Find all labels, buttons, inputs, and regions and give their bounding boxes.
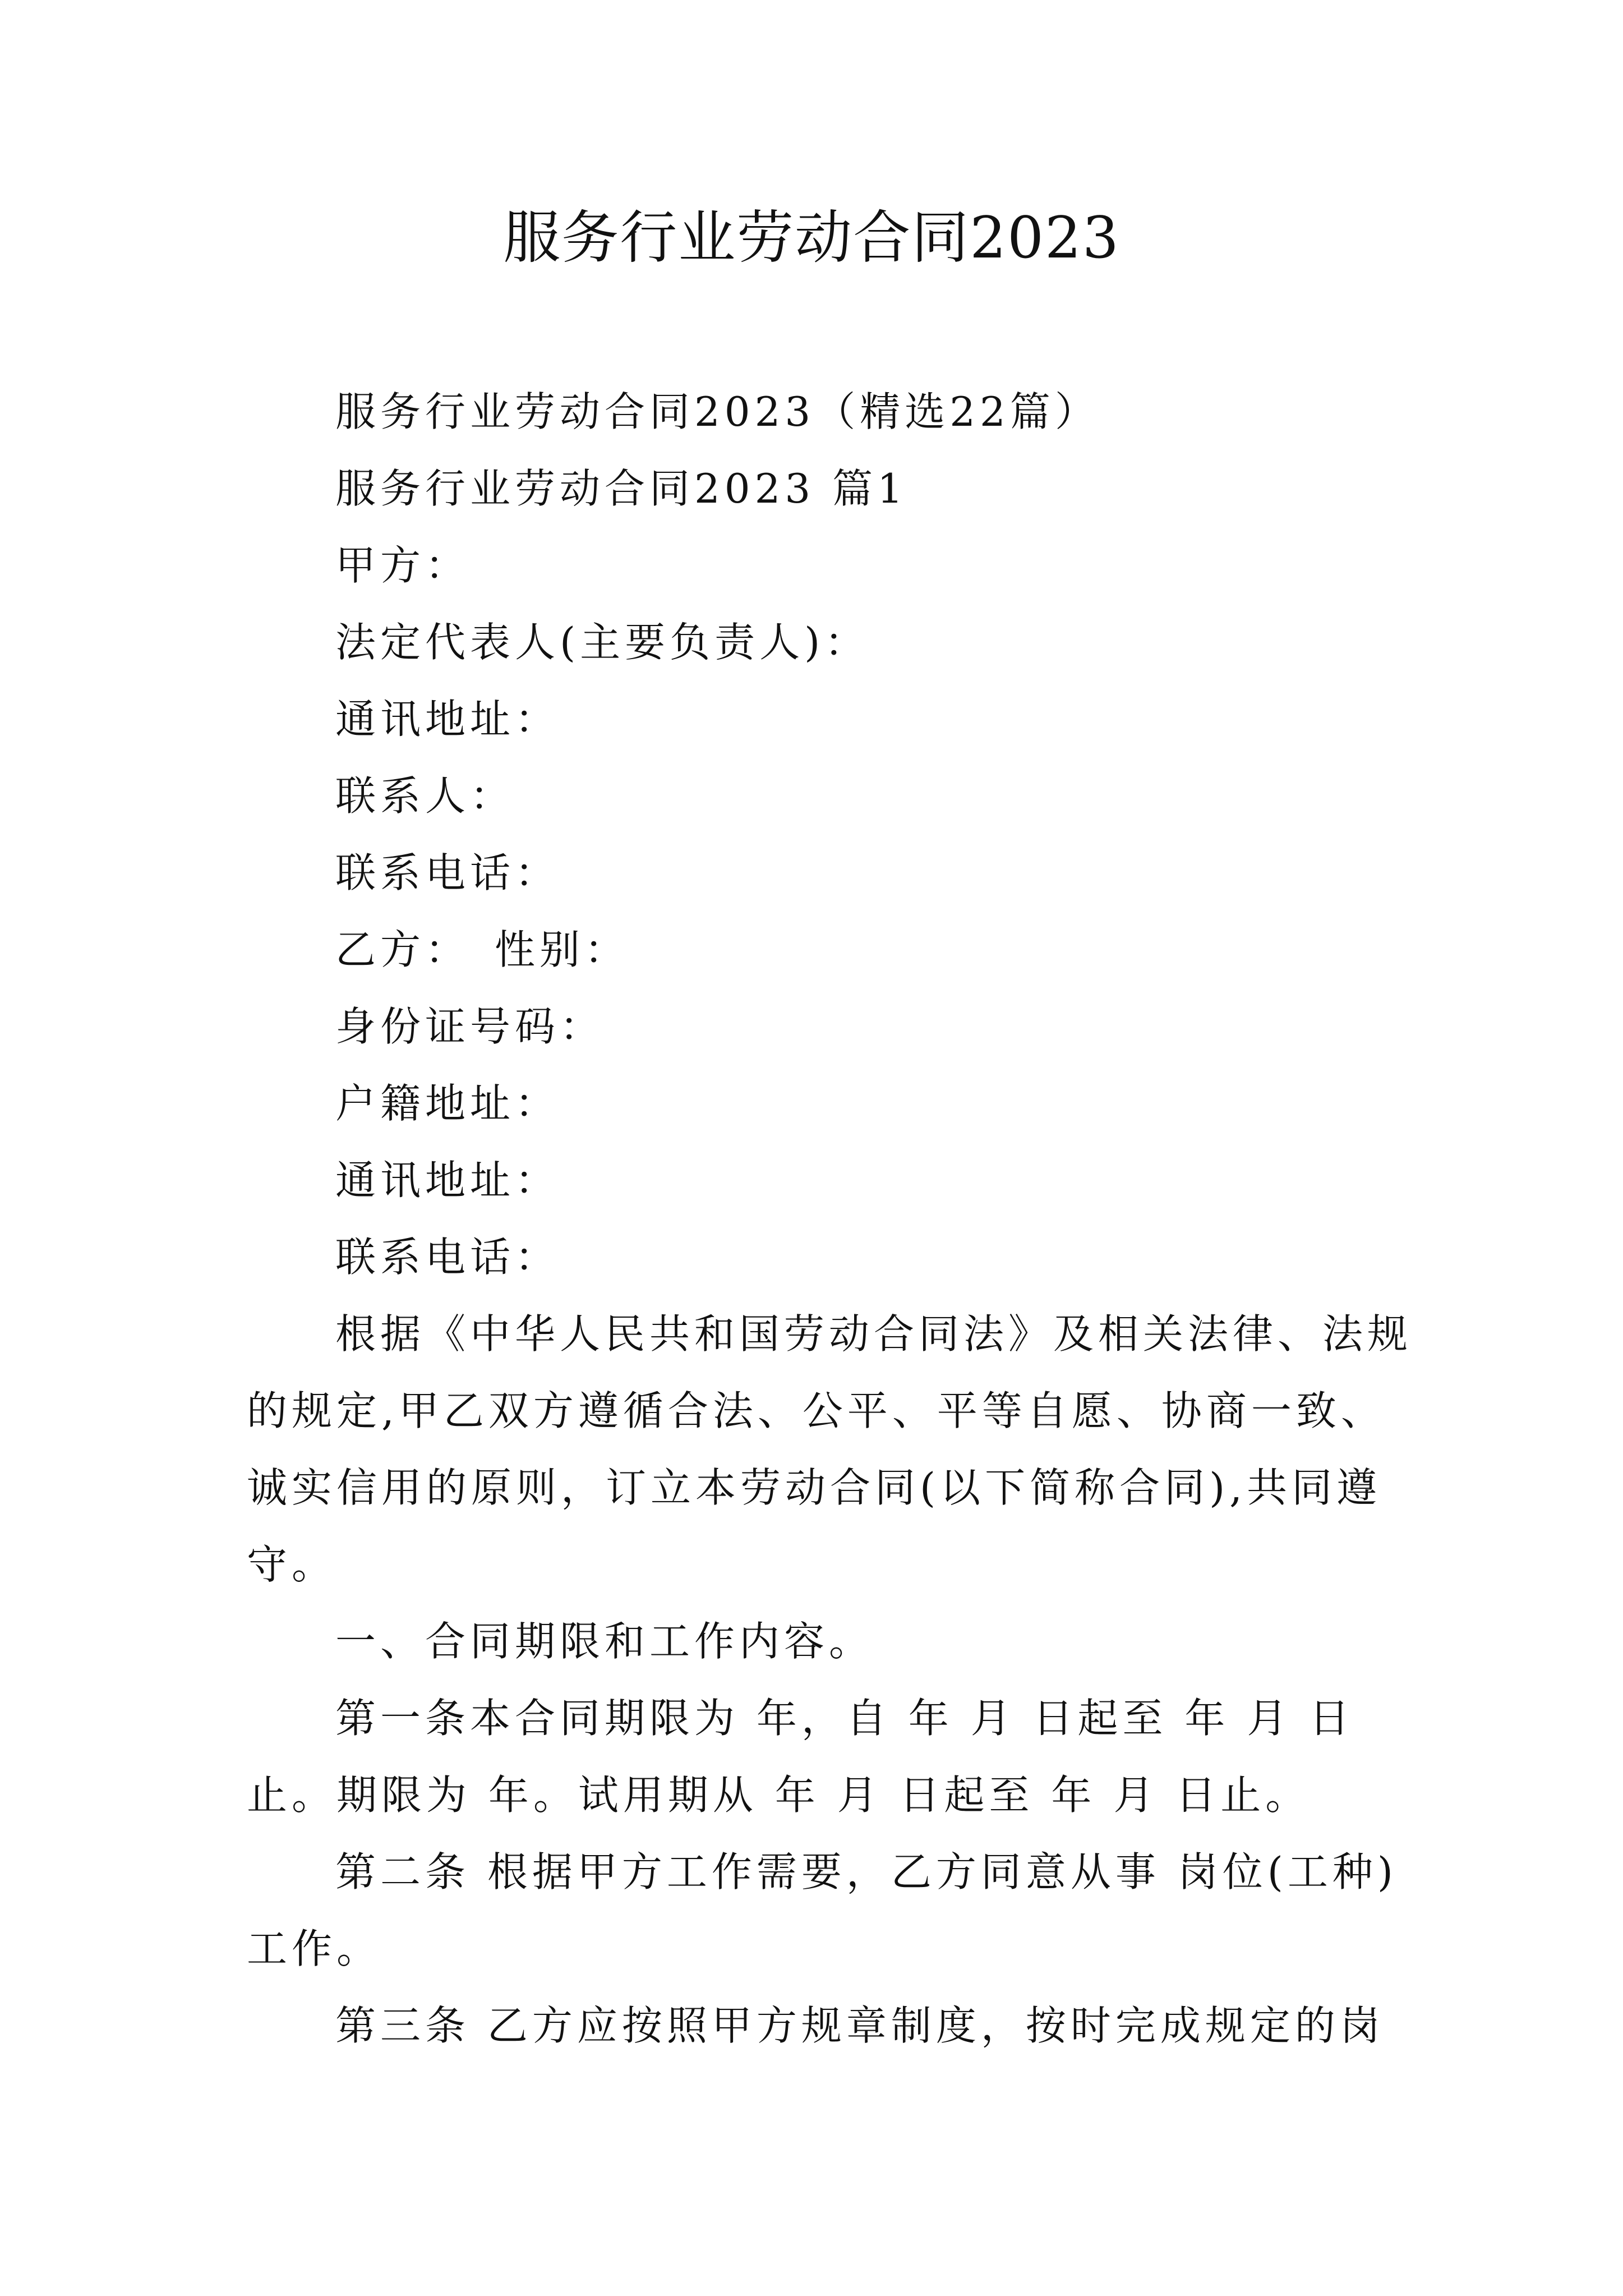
article-three-line-1: 第三条 乙方应按照甲方规章制度，按时完成规定的岗	[335, 2002, 1385, 2049]
party-a-label: 甲方：	[335, 542, 471, 589]
preamble-line-4: 守。	[247, 1541, 337, 1588]
document-subtitle: 服务行业劳动合同2023（精选22篇）	[335, 388, 1100, 435]
section-heading: 服务行业劳动合同2023 篇1	[335, 465, 907, 512]
preamble-line-1: 根据《中华人民共和国劳动合同法》及相关法律、法规	[335, 1310, 1413, 1358]
article-one-line-2: 止。期限为 年。试用期从 年 月 日起至 年 月 日止。	[247, 1772, 1311, 1819]
chapter-heading: 一、合同期限和工作内容。	[335, 1618, 874, 1665]
article-one-line-1: 第一条本合同期限为 年，自 年 月 日起至 年 月 日	[335, 1695, 1354, 1742]
preamble-line-2: 的规定,甲乙双方遵循合法、公平、平等自愿、协商一致、	[247, 1387, 1386, 1434]
party-b-phone-label: 联系电话：	[335, 1234, 560, 1281]
party-b-household-label: 户籍地址：	[335, 1080, 560, 1127]
party-a-phone-label: 联系电话：	[335, 849, 560, 896]
document-title: 服务行业劳动合同2023	[503, 205, 1120, 272]
party-b-id-label: 身份证号码：	[335, 1003, 605, 1050]
preamble-line-3: 诚实信用的原则，订立本劳动合同(以下简称合同),共同遵	[247, 1464, 1382, 1511]
party-b-label: 乙方： 性别：	[335, 926, 630, 973]
party-b-address-label: 通讯地址：	[335, 1157, 560, 1204]
article-two-line-2: 工作。	[247, 1925, 382, 1972]
article-two-line-1: 第二条 根据甲方工作需要，乙方同意从事 岗位(工种)	[335, 1848, 1398, 1895]
legal-representative-label: 法定代表人(主要负责人)：	[335, 619, 870, 666]
party-a-address-label: 通讯地址：	[335, 696, 560, 743]
party-a-contact-label: 联系人：	[335, 772, 515, 820]
